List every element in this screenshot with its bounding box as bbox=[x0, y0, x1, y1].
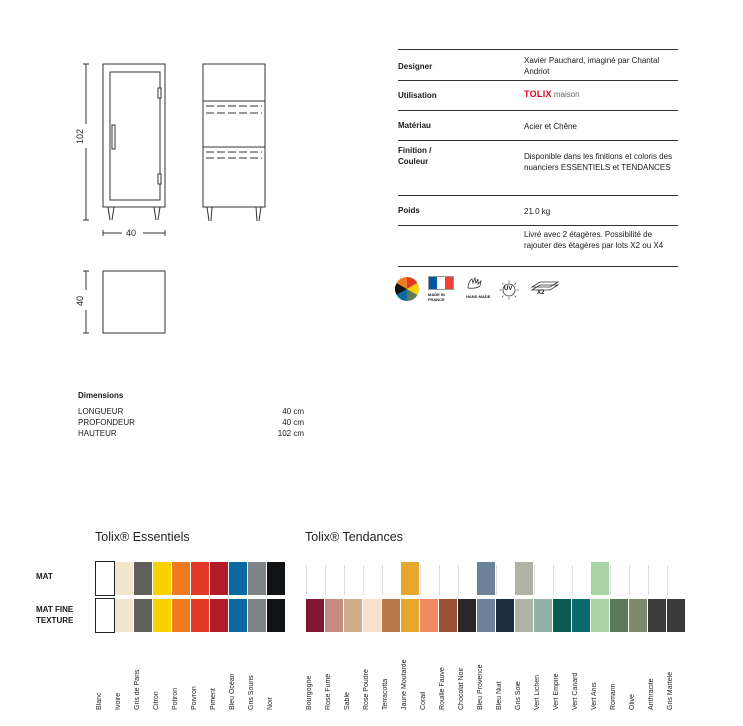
hand-icon bbox=[466, 277, 484, 289]
swatch-mat bbox=[515, 562, 533, 595]
shelf-stack-icon bbox=[530, 280, 560, 294]
front-view-drawing bbox=[83, 64, 165, 236]
door-handle bbox=[112, 125, 115, 149]
swatch-mat-fine bbox=[572, 599, 590, 632]
swatch-mat-fine bbox=[248, 599, 266, 632]
swatch-mat bbox=[306, 565, 325, 595]
swatch-mat-fine bbox=[648, 599, 666, 632]
swatch-name: Piment bbox=[210, 688, 217, 710]
swatch-name: Gris de Paris bbox=[134, 669, 141, 710]
swatch-mat bbox=[553, 565, 572, 595]
open-leg-right bbox=[259, 207, 261, 221]
swatch-mat bbox=[439, 565, 458, 595]
leg-left-inner bbox=[112, 207, 114, 220]
swatch-mat-fine bbox=[591, 599, 609, 632]
swatch-mat-fine bbox=[229, 599, 247, 632]
swatch-mat-fine bbox=[420, 599, 438, 632]
swatch-mat-fine bbox=[458, 599, 476, 632]
swatch-mat-fine bbox=[153, 599, 171, 632]
spec-row-designer bbox=[398, 49, 678, 81]
spec-row-utilisation bbox=[398, 80, 678, 111]
swatch-mat-fine bbox=[439, 599, 457, 632]
swatch-mat bbox=[153, 562, 171, 595]
swatch-mat bbox=[648, 565, 667, 595]
swatch-mat bbox=[115, 562, 133, 595]
swatch-mat bbox=[458, 565, 477, 595]
swatch-name: Jaune Moutarde bbox=[401, 659, 408, 710]
uv-text: UV bbox=[504, 286, 513, 292]
swatch-name: Poivron bbox=[191, 686, 198, 710]
swatch-name: Corail bbox=[420, 691, 427, 710]
tendances-title: Tolix® Tendances bbox=[305, 530, 403, 544]
swatch-mat-fine bbox=[306, 599, 324, 632]
swatch-mat-fine bbox=[363, 599, 381, 632]
swatch-mat bbox=[248, 562, 266, 595]
swatch-name: Rose Fumé bbox=[325, 673, 332, 710]
swatch-mat-fine bbox=[534, 599, 552, 632]
swatch-name: Sable bbox=[344, 692, 351, 710]
swatch-name: Vert Canard bbox=[572, 672, 579, 710]
shelves-x2-text: X2 bbox=[537, 290, 545, 296]
open-leg-right-inner bbox=[256, 207, 257, 221]
color-wheel-icon bbox=[394, 276, 420, 302]
swatch-mat bbox=[572, 565, 591, 595]
height-dim-label: 102 bbox=[75, 128, 85, 144]
swatch-mat bbox=[667, 565, 686, 595]
swatch-name: Vert Lichen bbox=[534, 674, 541, 710]
spec-label: Utilisation bbox=[398, 91, 437, 100]
tolix-maison-logo bbox=[524, 89, 674, 100]
swatch-mat-fine bbox=[401, 599, 419, 632]
dimension-value: 40 cm bbox=[282, 407, 304, 416]
french-flag-icon bbox=[428, 276, 454, 290]
spec-value: Xavier Pauchard, imaginé par Chantal Andriot bbox=[524, 56, 660, 76]
swatch-mat bbox=[229, 562, 247, 595]
swatch-mat bbox=[191, 562, 209, 595]
swatch-name: Blanc bbox=[96, 692, 103, 710]
dimension-row bbox=[78, 429, 304, 438]
swatch-mat-fine bbox=[667, 599, 685, 632]
brand-name: TOLIX bbox=[524, 89, 552, 99]
swatch-name: Bleu Océan bbox=[229, 673, 236, 710]
spec-label: Poids bbox=[398, 206, 420, 215]
swatch-mat bbox=[96, 562, 114, 595]
swatch-mat bbox=[591, 562, 609, 595]
swatch-name: Rose Poudré bbox=[363, 669, 370, 710]
swatch-name: Citron bbox=[153, 691, 160, 710]
swatch-mat-fine bbox=[515, 599, 533, 632]
dimension-row bbox=[78, 407, 304, 416]
leg-right-inner bbox=[154, 207, 156, 220]
swatch-name: Bleu Provence bbox=[477, 664, 484, 710]
cabinet-door-panel bbox=[110, 72, 160, 200]
open-leg-left bbox=[207, 207, 209, 221]
spec-row-poids bbox=[398, 196, 678, 226]
spec-value: Disponible dans les finitions et coloris des nuanciers ESSENTIELS et TENDANCES bbox=[524, 152, 673, 172]
swatch-mat-fine bbox=[96, 599, 114, 632]
swatch-mat-fine bbox=[477, 599, 495, 632]
row-label-mat: MAT bbox=[36, 572, 53, 581]
swatch-mat-fine bbox=[115, 599, 133, 632]
spec-row-shelves bbox=[398, 226, 678, 267]
hinge-top bbox=[158, 88, 161, 98]
swatch-mat bbox=[344, 565, 363, 595]
spec-value: Acier et Chêne bbox=[524, 122, 577, 131]
swatch-mat-fine bbox=[191, 599, 209, 632]
made-in-france-badge bbox=[428, 276, 456, 302]
swatch-mat-fine bbox=[382, 599, 400, 632]
cabinet-open-outline bbox=[203, 64, 265, 207]
swatch-name: Vert Empire bbox=[553, 673, 560, 710]
swatch-mat bbox=[325, 565, 344, 595]
swatch-name: Rouille Fauve bbox=[439, 667, 446, 710]
cabinet-top-outline bbox=[103, 271, 165, 333]
leg-right bbox=[158, 207, 160, 220]
hinge-bottom bbox=[158, 174, 161, 184]
swatch-mat-fine bbox=[267, 599, 285, 632]
swatch-name: Potiron bbox=[172, 687, 179, 710]
spec-label: Matériau bbox=[398, 121, 431, 130]
swatch-mat bbox=[401, 562, 419, 595]
swatch-name: Anthracite bbox=[648, 678, 655, 710]
swatch-mat-fine bbox=[172, 599, 190, 632]
spec-row-finition bbox=[398, 141, 678, 196]
shelves-x2-badge bbox=[530, 280, 560, 300]
swatch-mat bbox=[496, 565, 515, 595]
swatch-mat bbox=[629, 565, 648, 595]
swatch-name: Terracotta bbox=[382, 678, 389, 710]
swatch-name: Ivoire bbox=[115, 692, 122, 710]
spec-row-materiau bbox=[398, 111, 678, 141]
swatch-mat bbox=[477, 562, 495, 595]
swatch-mat bbox=[420, 565, 439, 595]
swatch-mat-fine bbox=[325, 599, 343, 632]
swatch-mat-fine bbox=[210, 599, 228, 632]
brand-suffix: maison bbox=[553, 90, 580, 99]
swatch-name: Bourgogne bbox=[306, 675, 313, 710]
open-leg-left-inner bbox=[211, 207, 212, 221]
swatch-name: Gris Soie bbox=[515, 681, 522, 710]
hand-made-badge bbox=[466, 276, 494, 299]
swatch-mat bbox=[363, 565, 382, 595]
swatch-name: Noir bbox=[267, 697, 274, 710]
hand-made-text: HAND MADE bbox=[466, 294, 491, 299]
dimension-row bbox=[78, 418, 304, 427]
swatch-name: Gris Souris bbox=[248, 675, 255, 710]
top-view-drawing bbox=[83, 271, 165, 333]
swatch-name: Vert Anis bbox=[591, 682, 598, 710]
leg-left bbox=[108, 207, 110, 220]
swatch-mat bbox=[172, 562, 190, 595]
dimension-label: LONGUEUR bbox=[78, 407, 124, 416]
dimension-value: 40 cm bbox=[282, 418, 304, 427]
top-dim-label: 40 bbox=[75, 295, 85, 306]
essentiels-title: Tolix® Essentiels bbox=[95, 530, 190, 544]
dimensions-title: Dimensions bbox=[78, 391, 124, 400]
swatch-name: Gris Martelé bbox=[667, 671, 674, 710]
swatch-mat-fine bbox=[344, 599, 362, 632]
spec-label: Finition / Couleur bbox=[398, 146, 432, 166]
row-label-mat-fine-texture: MAT FINE TEXTURE bbox=[36, 605, 74, 625]
open-view-drawing bbox=[203, 64, 265, 221]
swatch-mat bbox=[382, 565, 401, 595]
dimension-label: PROFONDEUR bbox=[78, 418, 135, 427]
spec-value: Livré avec 2 étagères. Possibilité de rajouter des étagères par lots X2 ou X4 bbox=[524, 230, 664, 250]
width-dim-label: 40 bbox=[126, 228, 137, 238]
swatch-mat-fine bbox=[134, 599, 152, 632]
swatch-mat-fine bbox=[496, 599, 514, 632]
spec-value: 21.0 kg bbox=[524, 207, 551, 216]
swatch-mat-fine bbox=[629, 599, 647, 632]
swatch-mat bbox=[534, 565, 553, 595]
swatch-name: Romarin bbox=[610, 683, 617, 710]
swatch-name: Chocolat Noir bbox=[458, 667, 465, 710]
dimension-value: 102 cm bbox=[277, 429, 304, 438]
swatch-name: Bleu Nuit bbox=[496, 681, 503, 710]
swatch-mat bbox=[267, 562, 285, 595]
dimension-label: HAUTEUR bbox=[78, 429, 117, 438]
swatch-mat-fine bbox=[610, 599, 628, 632]
uv-badge bbox=[499, 280, 519, 300]
spec-label: Designer bbox=[398, 62, 433, 71]
swatch-mat bbox=[210, 562, 228, 595]
swatch-mat bbox=[134, 562, 152, 595]
swatch-mat-fine bbox=[553, 599, 571, 632]
swatch-name: Olive bbox=[629, 694, 636, 710]
made-in-france-text: MADE IN FRANCE bbox=[428, 292, 445, 302]
swatch-mat bbox=[610, 565, 629, 595]
